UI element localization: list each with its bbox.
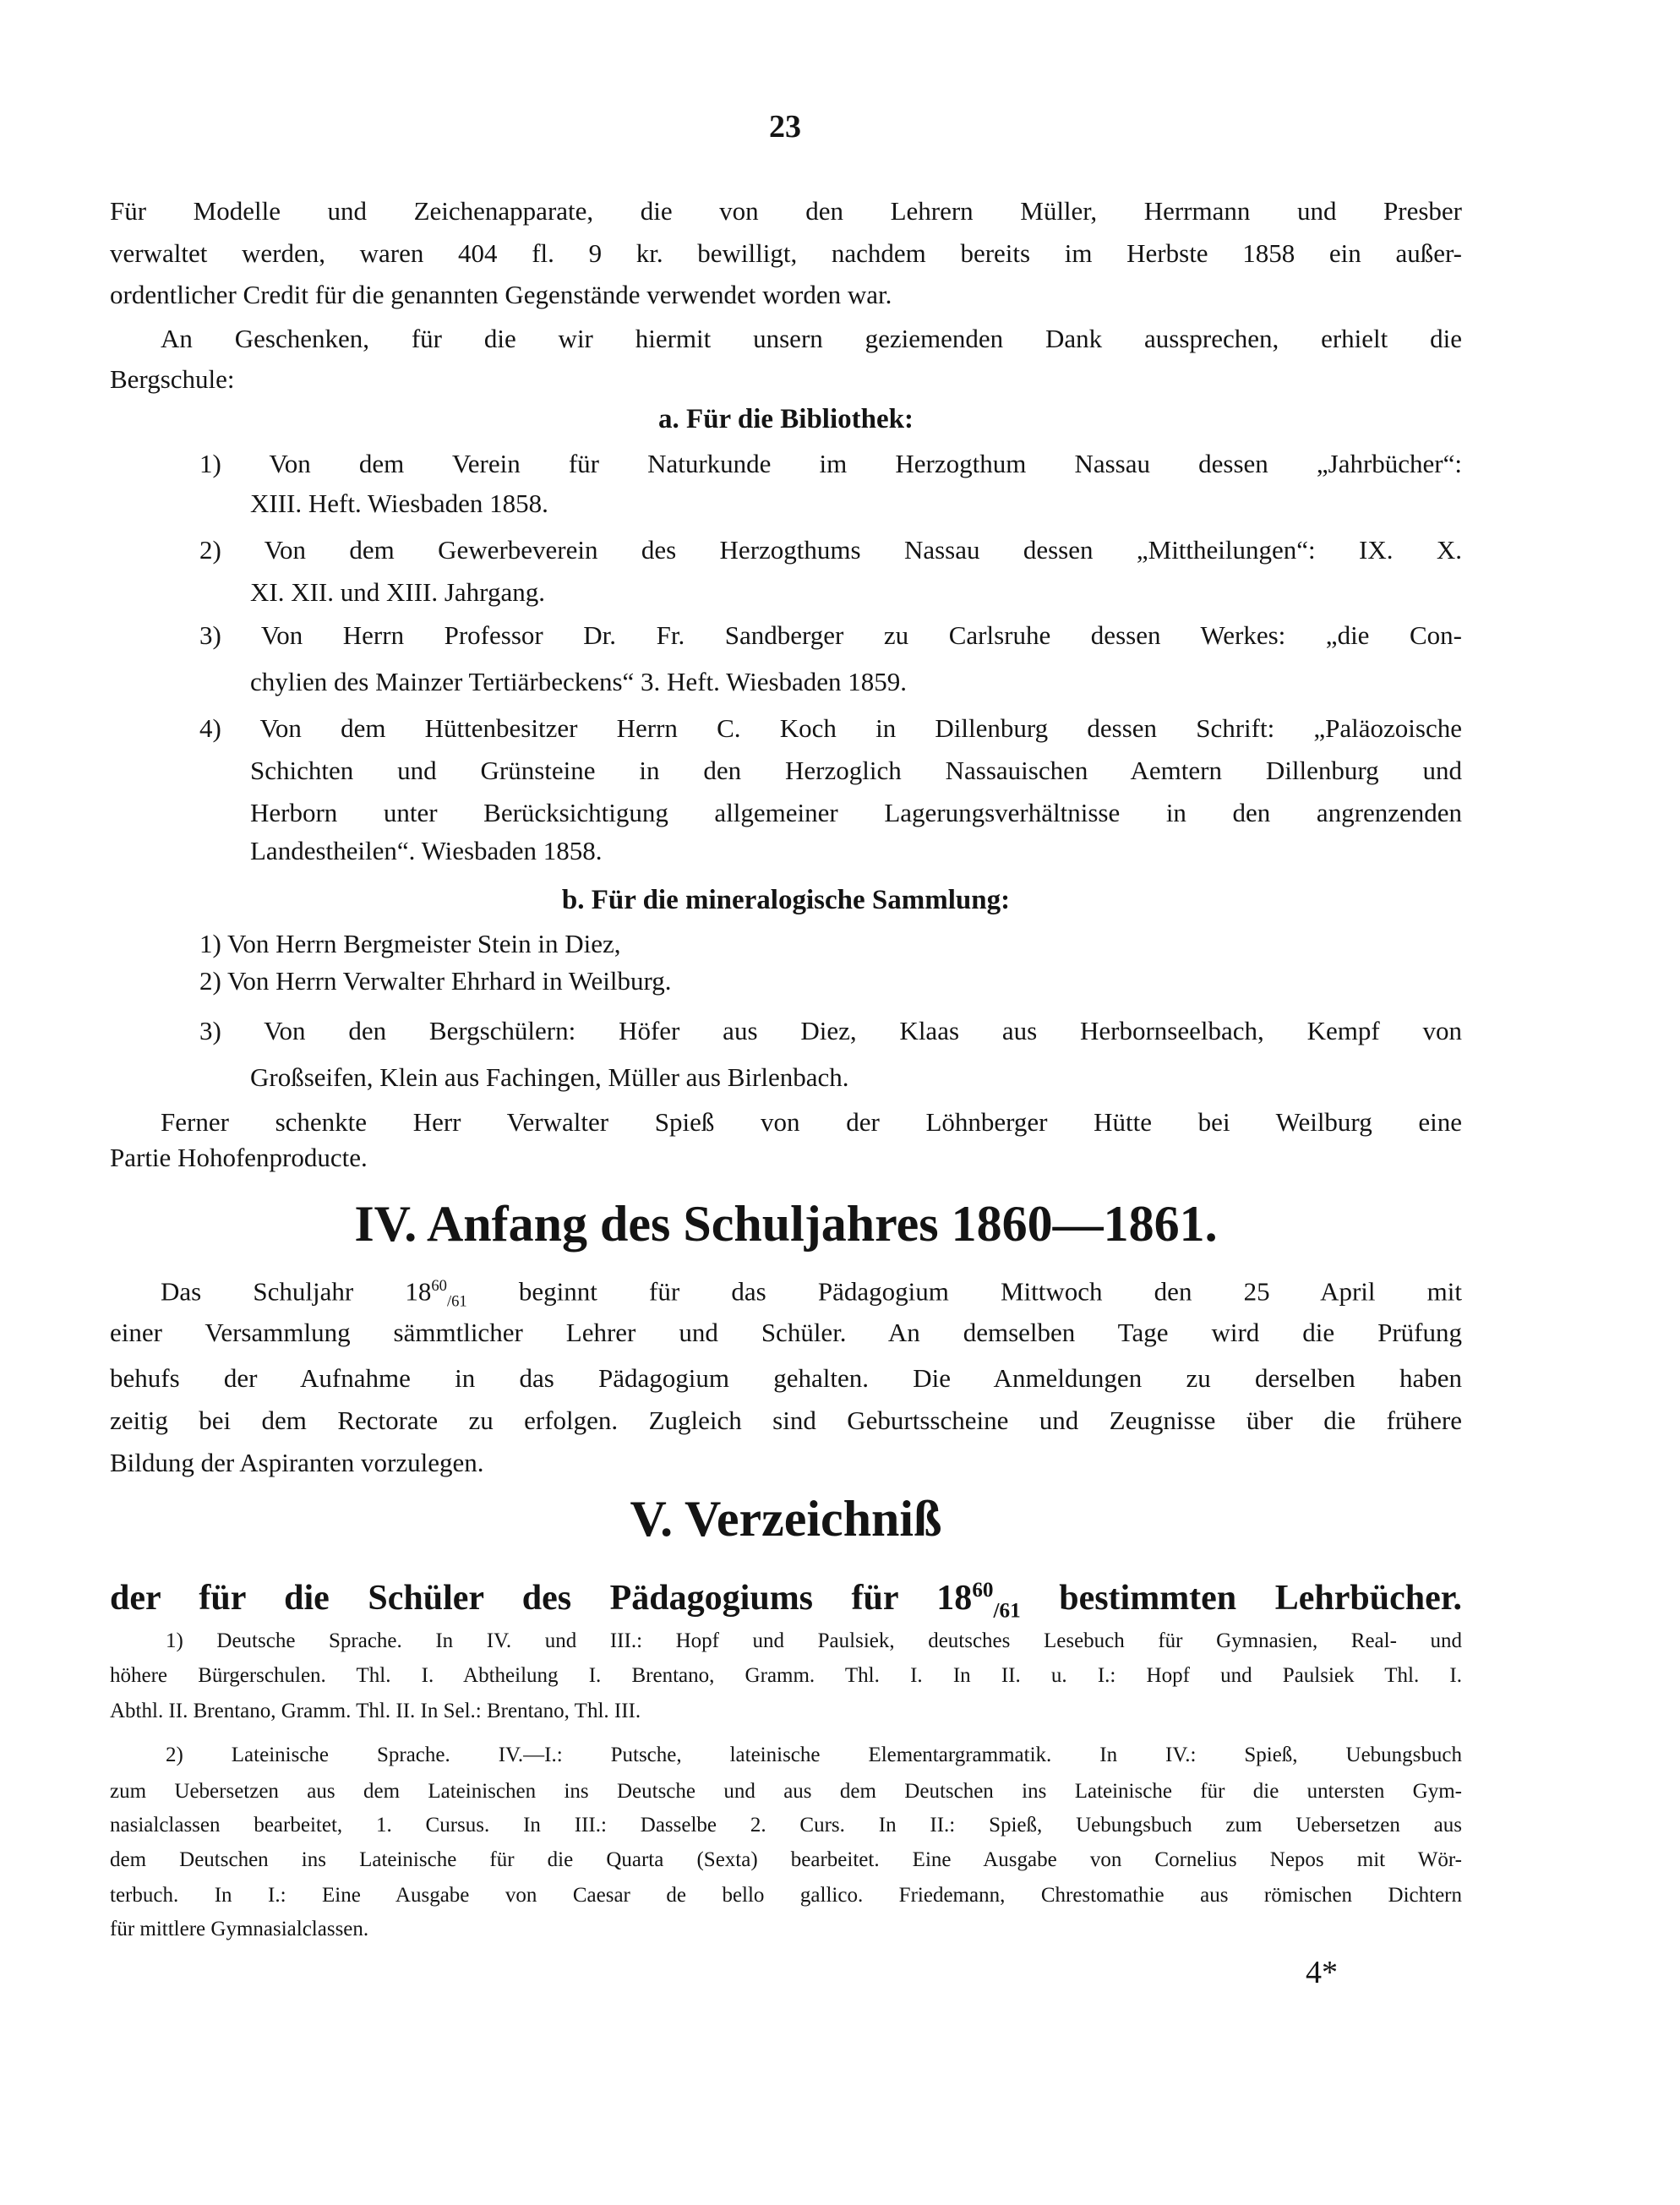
- list-item: XIII. Heft. Wiesbaden 1858.: [250, 488, 548, 518]
- book-list-line: nasialclassen bearbeitet, 1. Cursus. In III.: Dasselbe 2. Curs. In II.: Spieß, Uebungsbuch zum Uebersetzen aus: [110, 1814, 1462, 1837]
- list-item: Herborn unter Berücksichtigung allgemeiner Lagerungsverhältnisse in den angrenzenden: [250, 798, 1462, 827]
- text-line: behufs der Aufnahme in das Pädagogium gehalten. Die Anmeldungen zu derselben haben: [110, 1363, 1462, 1393]
- text-line: einer Versammlung sämmtlicher Lehrer und Schüler. An demselben Tage wird die Prüfung: [110, 1318, 1462, 1347]
- text-line: Ferner schenkte Herr Verwalter Spieß von der Löhnberger Hütte bei Weilburg eine: [161, 1107, 1462, 1137]
- text-line: zeitig bei dem Rectorate zu erfolgen. Zugleich sind Geburtsscheine und Zeugnisse über die frühere: [110, 1405, 1462, 1435]
- book-list-line: 1) Deutsche Sprache. In IV. und III.: Hopf und Paulsiek, deutsches Lesebuch für Gymnasien, Real- und: [166, 1629, 1462, 1652]
- section-b-heading: b. Für die mineralogische Sammlung:: [561, 885, 1011, 915]
- text-line: ordentlicher Credit für die genannten Gegenstände verwendet worden war.: [110, 280, 892, 309]
- list-item: 1) Von Herrn Bergmeister Stein in Diez,: [199, 929, 621, 958]
- text-fragment: beginnt für das Pädagogium Mittwoch den 25 April mit: [466, 1276, 1463, 1307]
- signature-mark: 4*: [1306, 1955, 1338, 1990]
- year-subscript: /61: [446, 1292, 467, 1311]
- list-item: Schichten und Grünsteine in den Herzoglich Nassauischen Aemtern Dillenburg und: [250, 756, 1462, 785]
- book-list-line: für mittlere Gymnasialclassen.: [110, 1918, 369, 1940]
- text-fragment: Das Schuljahr 18: [161, 1276, 432, 1307]
- list-item: Landestheilen“. Wiesbaden 1858.: [250, 836, 603, 865]
- list-item: 1) Von dem Verein für Naturkunde im Herzogthum Nassau dessen „Jahrbücher“:: [199, 449, 1462, 478]
- book-list-line: terbuch. In I.: Eine Ausgabe von Caesar de bello gallico. Friedemann, Chrestomathie aus römischen Dichtern: [110, 1884, 1462, 1907]
- text-fragment: bestimmten Lehrbücher.: [1020, 1579, 1462, 1618]
- text-line: Partie Hohofenproducte.: [110, 1143, 368, 1172]
- list-item: Großseifen, Klein aus Fachingen, Müller aus Birlenbach.: [250, 1062, 849, 1092]
- list-item: 4) Von dem Hüttenbesitzer Herrn C. Koch in Dillenburg dessen Schrift: „Paläozoische: [199, 713, 1462, 743]
- text-line: Für Modelle und Zeichenapparate, die von den Lehrern Müller, Herrmann und Presber: [110, 196, 1462, 226]
- list-item: 2) Von dem Gewerbeverein des Herzogthums Nassau dessen „Mittheilungen“: IX. X.: [199, 535, 1462, 565]
- book-list-line: höhere Bürgerschulen. Thl. I. Abtheilung I. Brentano, Gramm. Thl. I. In II. u. I.: Hopf und Paulsiek Thl. I.: [110, 1664, 1462, 1687]
- section-iv-heading: IV. Anfang des Schuljahres 1860—1861.: [354, 1196, 1218, 1252]
- year-subscript: /61: [993, 1599, 1021, 1623]
- text-fragment: der für die Schüler des Pädagogiums für 18: [110, 1579, 973, 1618]
- list-item: chylien des Mainzer Tertiärbeckens“ 3. Heft. Wiesbaden 1859.: [250, 667, 908, 696]
- book-list-line: 2) Lateinische Sprache. IV.—I.: Putsche, lateinische Elementargrammatik. In IV.: Spieß, Uebungsbuch: [166, 1744, 1462, 1766]
- text-line: Bildung der Aspiranten vorzulegen.: [110, 1448, 484, 1477]
- list-item: 2) Von Herrn Verwalter Ehrhard in Weilburg.: [199, 966, 672, 996]
- text-line: Bergschule:: [110, 364, 235, 394]
- list-item: 3) Von Herrn Professor Dr. Fr. Sandberger zu Carlsruhe dessen Werkes: „die Con-: [199, 620, 1462, 650]
- text-line: verwaltet werden, waren 404 fl. 9 kr. bewilligt, nachdem bereits im Herbste 1858 ein außer-: [110, 238, 1462, 268]
- section-v-heading: V. Verzeichniß: [630, 1491, 942, 1547]
- year-superscript: 60: [431, 1277, 447, 1295]
- year-superscript: 60: [972, 1579, 994, 1602]
- section-v-subheading: [110, 1565, 1462, 1636]
- list-item: 3) Von den Bergschülern: Höfer aus Diez, Klaas aus Herbornseelbach, Kempf von: [199, 1016, 1462, 1045]
- page-number: 23: [769, 109, 801, 145]
- list-item: XI. XII. und XIII. Jahrgang.: [250, 577, 545, 607]
- text-line: An Geschenken, für die wir hiermit unsern geziemenden Dank aussprechen, erhielt die: [161, 324, 1462, 353]
- book-list-line: zum Uebersetzen aus dem Lateinischen ins Deutsche und aus dem Deutschen ins Lateinische für die untersten Gym-: [110, 1780, 1462, 1803]
- book-list-line: dem Deutschen ins Lateinische für die Quarta (Sexta) bearbeitet. Eine Ausgabe von Cornelius Nepos mit Wör-: [110, 1848, 1462, 1871]
- section-a-heading: a. Für die Bibliothek:: [658, 404, 914, 434]
- book-list-line: Abthl. II. Brentano, Gramm. Thl. II. In Sel.: Brentano, Thl. III.: [110, 1700, 641, 1722]
- text-line: [161, 1269, 1462, 1319]
